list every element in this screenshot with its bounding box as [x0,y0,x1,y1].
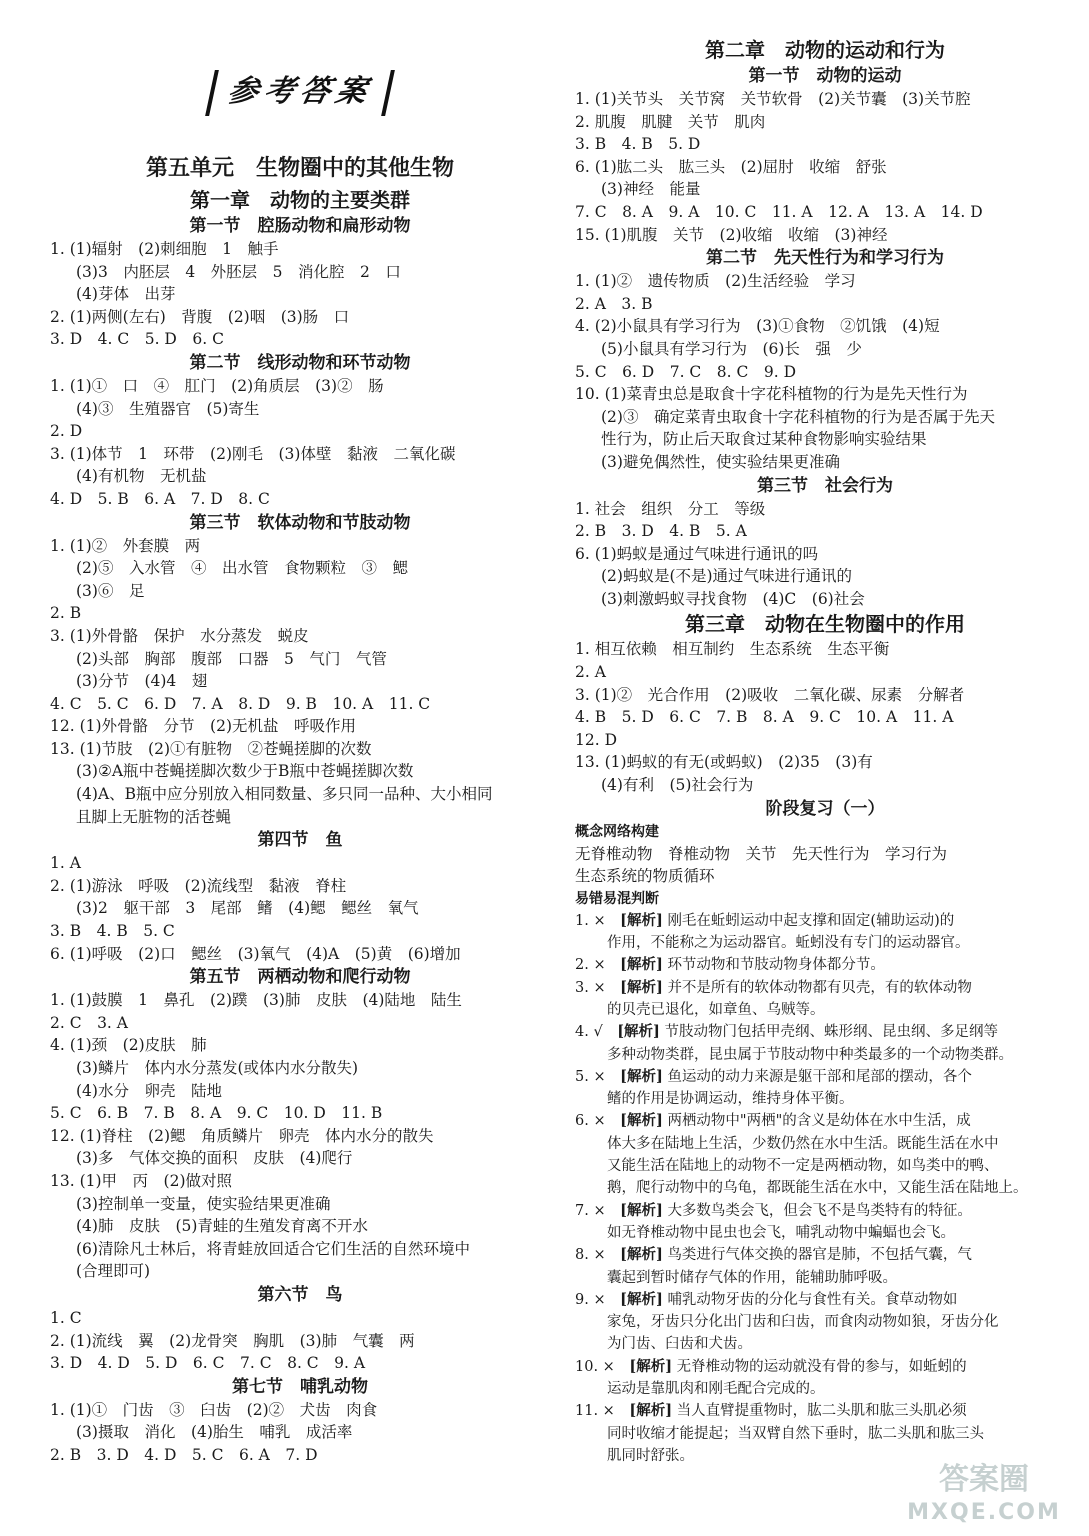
judgement-item [575,1200,1075,1222]
right-column [575,0,1075,1467]
subsection-label: 概念网络构建 [575,823,659,840]
answer-line: 6. (1)蚂蚁是通过气味进行通讯的吗 [575,544,819,563]
answer-line: 2. A [575,663,606,682]
analysis-tag: [解析] [617,1023,660,1041]
explanation-line: 鳍的作用是协调运动，维持身体平衡。 [607,1091,854,1108]
explanation-text: 并不是所有的软体动物都有贝壳，有的软体动物 [667,979,972,996]
judgement-item [575,1356,1075,1378]
answer-line: 无脊椎动物 脊椎动物 关节 先天性行为 学习行为 [575,844,948,863]
item-number: 10. × [575,1358,615,1375]
item-number: 7. × [575,1202,606,1219]
section-heading: 第五节 两栖动物和爬行动物 [189,967,411,988]
explanation-line: 鹅，爬行动物中的乌龟，都既能生活在水中，又能生活在陆地上。 [607,1180,1028,1197]
explanation-text: 节肢动物门包括甲壳纲、蛛形纲、昆虫纲、多足纲等 [664,1024,999,1041]
answer-line: 13. (1)蚂蚁的有无(或蚂蚁) (2)35 (3)有 [575,753,873,772]
answer-line: (4)有利 (5)社会行为 [601,776,754,795]
answer-line: 3. (1)② 光合作用 (2)吸收 二氧化碳、尿素 分解者 [575,685,965,704]
answer-line: 6. (1)呼吸 (2)口 鳃丝 (3)氧气 (4)A (5)黄 (6)增加 [50,944,461,963]
explanation-line: 为门齿、臼齿和犬齿。 [607,1336,752,1353]
answer-line: (4)芽体 出芽 [76,285,176,304]
explanation-line: 囊起到暂时储存气体的作用，能辅助肺呼吸。 [607,1269,897,1286]
answer-line: (2)头部 胸部 腹部 口器 5 气门 气管 [76,649,387,668]
answer-line: (3)3 内胚层 4 外胚层 5 消化腔 2 口 [76,262,401,281]
explanation-line: 的贝壳已退化，如章鱼、乌贼等。 [607,1002,825,1018]
judgement-item [575,1400,1075,1422]
explanation-text: 环节动物和节肢动物身体都分节。 [667,957,885,974]
analysis-tag: [解析] [620,1290,663,1308]
answer-line: 1. (1)① 口 ④ 肛门 (2)角质层 (3)② 肠 [50,376,384,395]
explanation-text: 刚毛在蚯蚓运动中起支撑和固定(辅助运动)的 [667,912,955,929]
answer-line: (4)A、B瓶中应分别放入相同数量、多只同一品种、大小相同 [76,785,493,804]
answer-line: 12. (1)脊柱 (2)鳃 角质鳞片 卵壳 体内水分的散失 [50,1126,434,1145]
answer-line: (4)③ 生殖器官 (5)寄生 [76,399,260,418]
section-heading: 第三节 软体动物和节肢动物 [189,512,411,533]
analysis-tag: [解析] [629,1357,673,1375]
analysis-tag: [解析] [620,978,663,996]
answer-line: 1. (1)辐射 (2)刺细胞 1 触手 [50,240,279,258]
answer-line: 15. (1)肌腹 关节 (2)收缩 收缩 (3)神经 [575,225,888,244]
item-number: 1. × [575,912,606,929]
answer-line: 2. B [50,604,82,623]
section-heading: 第四节 鱼 [257,830,343,851]
answer-line: 5. C 6. D 7. C 8. C 9. D [575,362,797,381]
section-heading: 阶段复习（一） [765,798,885,819]
chapter-heading: 第三章 动物在生物圈中的作用 [685,612,965,637]
item-number: 8. × [575,1247,606,1264]
left-column [50,0,550,1467]
explanation-text: 当人直臂提重物时，肱二头肌和肱三头肌必须 [676,1403,967,1420]
judgement-item [575,910,1075,932]
item-number: 6. × [575,1113,606,1130]
answer-line: (合理即可) [76,1262,151,1281]
answer-line: 3. B 4. B 5. C [50,922,175,941]
answer-line: 4. C 5. C 6. D 7. A 8. D 9. B 10. A 11. C [50,694,431,713]
answer-line: 2. D [50,422,83,441]
explanation-text: 鸟类进行气体交换的器官是肺，不包括气囊，气 [667,1247,972,1264]
answer-line: 且脚上无脏物的活苍蝇 [76,807,232,826]
section-heading: 第七节 哺乳动物 [232,1376,368,1397]
subsection-label: 易错易混判断 [575,890,659,907]
answer-line: 1. C [50,1308,82,1327]
analysis-tag: [解析] [620,1201,663,1219]
judgement-item [575,1021,1075,1043]
answer-line: 3. B 4. B 5. D [575,135,701,154]
answer-line: (3)②A瓶中苍蝇搓脚次数少于B瓶中苍蝇搓脚次数 [76,762,414,781]
answer-line: (3)摄取 消化 (4)胎生 哺乳 成活率 [76,1423,353,1442]
section-heading: 第一节 腔肠动物和扁形动物 [189,216,411,236]
answer-line: 2. A 3. B [575,294,653,313]
answer-line: 2. (1)游泳 呼吸 (2)流线型 黏液 脊柱 [50,876,347,895]
answer-line: (3)⑥ 足 [76,581,145,600]
answer-line: 1. A [50,854,81,873]
analysis-tag: [解析] [620,956,663,974]
item-number: 9. × [575,1291,606,1308]
judgement-item [575,1110,1075,1132]
judgement-item [575,1244,1075,1266]
answer-line: 1. (1)关节头 关节窝 关节软骨 (2)关节囊 (3)关节腔 [575,90,971,108]
right-answer-list [575,36,1075,1467]
explanation-text: 鱼运动的动力来源是躯干部和尾部的摆动，各个 [667,1068,972,1085]
answer-line: 3. D 4. C 5. D 6. C [50,330,224,349]
answer-line: 7. C 8. A 9. A 10. C 11. A 12. A 13. A 14. D [575,202,983,221]
answer-line: 3. (1)外骨骼 保护 水分蒸发 蜕皮 [50,626,309,645]
answer-line: (2)⑤ 入水管 ④ 出水管 食物颗粒 ③ 鳃 [76,559,408,578]
answer-line: 1. (1)② 遗传物质 (2)生活经验 学习 [575,272,856,291]
answer-line: (3)神经 能量 [601,180,701,199]
banner-title: 参考答案 [205,70,395,116]
chapter-heading: 第二章 动物的运动和行为 [705,38,945,62]
answer-key-banner [50,70,550,116]
answer-line: 1. (1)② 外套膜 两 [50,536,201,555]
answer-line: (3)分节 (4)4 翅 [76,672,208,691]
answer-line: (2)蚂蚁是(不是)通过气味进行通讯的 [601,567,853,586]
judgement-item [575,977,1075,999]
answer-line: 10. (1)菜青虫总是取食十字花科植物的行为是先天性行为 [575,385,968,404]
judgement-item [575,1289,1075,1311]
left-answer-list [50,152,550,1467]
answer-line: (5)小鼠具有学习行为 (6)长 强 少 [601,339,862,358]
explanation-line: 肌同时舒张。 [607,1447,694,1464]
explanation-line: 又能生活在陆地上的动物不一定是两栖动物，如鸟类中的鸭、 [607,1158,999,1175]
answer-line: (6)清除凡士林后，将青蛙放回适合它们生活的自然环境中 [76,1239,470,1258]
answer-line: 2. (1)两侧(左右) 背腹 (2)咽 (3)肠 口 [50,307,350,326]
judgement-item [575,1066,1075,1088]
answer-line: 13. (1)甲 丙 (2)做对照 [50,1171,232,1190]
unit-heading: 第五单元 生物圈中的其他生物 [145,156,454,181]
answer-line: (3)鳞片 体内水分蒸发(或体内水分散失) [76,1059,359,1077]
chapter-heading: 第一章 动物的主要类群 [190,188,410,212]
section-heading: 第六节 鸟 [257,1284,343,1305]
answer-line: 12. (1)外骨骼 分节 (2)无机盐 呼吸作用 [50,717,356,736]
answer-line: 1. 相互依赖 相互制约 生态系统 生态平衡 [575,640,890,659]
answer-line: 3. D 4. D 5. D 6. C 7. C 8. C 9. A [50,1354,366,1373]
section-heading: 第二节 线形动物和环节动物 [189,352,411,373]
explanation-text: 大多数鸟类会飞，但会飞不是鸟类特有的特征。 [667,1202,972,1219]
analysis-tag: [解析] [620,1067,663,1085]
answer-line: (4)有机物 无机盐 [76,467,207,486]
answer-line: 12. D [575,730,618,749]
explanation-text: 哺乳动物牙齿的分化与食性有关。食草动物如 [667,1291,958,1308]
answer-line: 4. (2)小鼠具有学习行为 (3)①食物 ②饥饿 (4)短 [575,317,940,336]
answer-line: (4)肺 皮肤 (5)青蛙的生殖发育离不开水 [76,1217,368,1236]
answer-line: 6. (1)肱二头 肱三头 (2)屈肘 收缩 舒张 [575,157,887,176]
answer-line: 4. (1)颈 (2)皮肤 肺 [50,1036,207,1055]
answer-line: (3)控制单一变量，使实验结果更准确 [76,1194,331,1213]
explanation-line: 家兔，牙齿只分化出门齿和臼齿，而食肉动物如狼，牙齿分化 [607,1314,999,1331]
answer-line: 5. C 6. B 7. B 8. A 9. C 10. D 11. B [50,1104,383,1123]
answer-line: 3. (1)体节 1 环带 (2)刚毛 (3)体壁 黏液 二氧化碳 [50,444,456,463]
explanation-line: 如无脊椎动物中昆虫也会飞，哺乳动物中蝙蝠也会飞。 [607,1224,955,1241]
explanation-line: 作用，不能称之为运动器官。蚯蚓没有专门的运动器官。 [607,935,970,952]
item-number: 4. √ [575,1024,603,1041]
item-number: 5. × [575,1068,606,1085]
answer-line: (3)多 气体交换的面积 皮肤 (4)爬行 [76,1149,353,1168]
section-heading: 第三节 社会行为 [757,475,893,496]
watermark-logo [889,1460,1079,1530]
answer-line: (4)水分 卵壳 陆地 [76,1081,222,1100]
answer-line: 2. 肌腹 肌腱 关节 肌肉 [575,112,766,131]
answer-line: 2. B 3. D 4. D 5. C 6. A 7. D [50,1445,318,1464]
section-heading: 第二节 先天性行为和学习行为 [706,248,944,269]
explanation-line: 同时收缩才能提起；当双臂自然下垂时，肱二头肌和肱三头 [607,1425,984,1442]
answer-line: (3)刺激蚂蚁寻找食物 (4)C (6)社会 [601,589,865,608]
section-heading: 第一节 动物的运动 [748,66,902,86]
answer-line: 4. B 5. D 6. C 7. B 8. A 9. C 10. A 11. A [575,708,954,727]
analysis-tag: [解析] [620,1246,663,1264]
answer-line: 2. B 3. D 4. B 5. A [575,522,747,541]
watermark-bottom: MXQE.COM [907,1500,1061,1525]
answer-line: 2. C 3. A [50,1013,128,1032]
item-number: 2. × [575,957,606,974]
answer-line: 13. (1)节肢 (2)①有脏物 ②苍蝇搓脚的次数 [50,739,372,758]
explanation-line: 多种动物类群，昆虫属于节肢动物中种类最多的一个动物类群。 [607,1046,1013,1063]
answer-line: 生态系统的物质循环 [575,867,715,886]
answer-line: 4. D 5. B 6. A 7. D 8. C [50,489,270,508]
analysis-tag: [解析] [620,911,663,929]
answer-line: 1. (1)① 门齿 ③ 臼齿 (2)② 犬齿 肉食 [50,1400,378,1419]
analysis-tag: [解析] [620,1112,663,1130]
explanation-text: 无脊椎动物的运动就没有骨的参与，如蚯蚓的 [676,1358,967,1375]
answer-line: 性行为，防止后天取食过某种食物影响实验结果 [601,430,927,449]
answer-line: 1. 社会 组织 分工 等级 [575,499,766,518]
answer-line: 1. (1)鼓膜 1 鼻孔 (2)蹼 (3)肺 皮肤 (4)陆地 陆生 [50,991,462,1010]
judgement-item [575,954,1075,976]
item-number: 11. × [575,1403,615,1420]
answer-line: (2)③ 确定菜青虫取食十字花科植物的行为是否属于先天 [601,407,995,426]
item-number: 3. × [575,979,606,996]
watermark-top: 答案圈 [939,1462,1029,1497]
answer-line: 2. (1)流线 翼 (2)龙骨突 胸肌 (3)肺 气囊 两 [50,1331,415,1350]
explanation-text: 两栖动物中"两栖"的含义是幼体在水中生活，成 [667,1113,971,1130]
analysis-tag: [解析] [629,1402,673,1420]
answer-line: (3)避免偶然性，使实验结果更准确 [601,452,840,471]
answer-line: (3)2 躯干部 3 尾部 鳍 (4)鳃 鳃丝 氧气 [76,899,419,918]
explanation-line: 体大多在陆地上生活，少数仍然在水中生活。既能生活在水中 [607,1135,999,1152]
explanation-line: 运动是靠肌肉和刚毛配合完成的。 [607,1381,825,1398]
